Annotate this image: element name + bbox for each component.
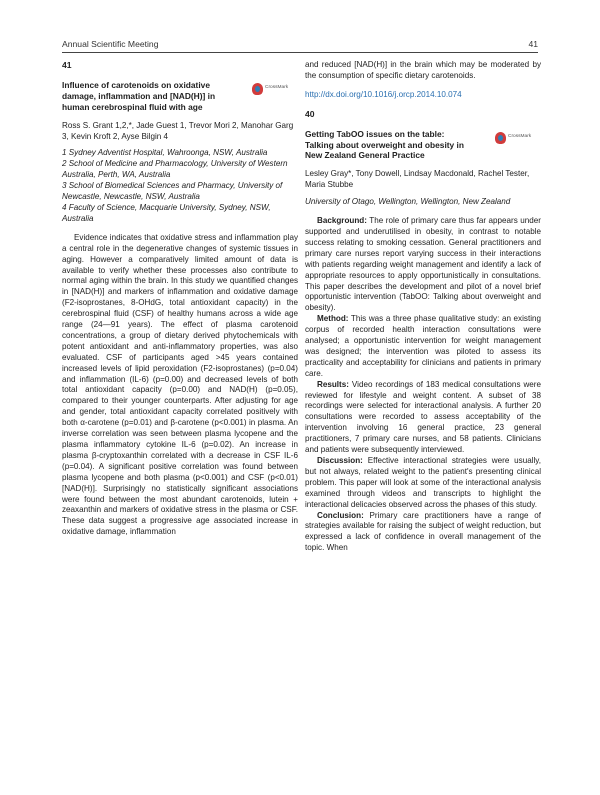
- section-label: Conclusion:: [317, 510, 364, 520]
- crossmark-icon: [495, 132, 506, 144]
- abstract-41-authors: Ross S. Grant 1,2,*, Jade Guest 1, Trevor Mori 2, Manohar Garg 3, Kevin Kroft 2, Ayse Bilgin 4: [62, 120, 294, 141]
- abstract-41-continued: [305, 60, 541, 82]
- left-column: [62, 60, 298, 538]
- crossmark-label: CrossMark: [265, 85, 289, 91]
- affiliation: 3 School of Biomedical Sciences and Pharmacy, University of Newcastle, Newcastle, NSW, Australia: [62, 181, 283, 202]
- section-text: This was a three phase qualitative study: an existing corpus of recorded health interaction consultations were analysed; a opportunistic intervention for weight management was designed; the intervention was piloted to assess its practicality and acceptability for clinicians and patients in primary care.: [305, 314, 541, 378]
- crossmark-badge[interactable]: [495, 131, 535, 145]
- abstract-40-number: 40: [305, 108, 315, 119]
- abstract-41-body: [62, 233, 298, 538]
- section-paragraph: [305, 380, 541, 456]
- section-label: Results:: [317, 379, 349, 389]
- abstract-40-affiliation: [305, 197, 541, 208]
- right-column: [305, 60, 541, 554]
- section-paragraph: [305, 216, 541, 314]
- affiliation: 4 Faculty of Science, Macquarie University, Sydney, NSW, Australia: [62, 202, 271, 223]
- section-paragraph: [305, 314, 541, 379]
- section-paragraph: [305, 511, 541, 555]
- crossmark-badge[interactable]: [252, 82, 292, 96]
- crossmark-icon: [252, 83, 263, 95]
- journal-title: Annual Scientific Meeting: [62, 39, 159, 49]
- affiliation: 1 Sydney Adventist Hospital, Wahroonga, NSW, Australia: [62, 148, 268, 158]
- abstract-41-title: Influence of carotenoids on oxidative damage, inflammation and [NAD(H)] in human cerebrospinal fluid with age: [62, 79, 216, 112]
- body-continued: and reduced [NAD(H)] in the brain which may be moderated by the consumption of specific dietary carotenoids.: [305, 60, 541, 80]
- doi-link[interactable]: http://dx.doi.org/10.1016/j.orcp.2014.10.074: [305, 89, 462, 99]
- section-label: Discussion:: [317, 456, 363, 465]
- section-text: Effective interactional strategies were usually, but not always, related weight to the patient's presenting clinical problem. This paper will look at some of the interactional analysis examined through videos and transcripts to highlight the interactional delicacies observed across the phases of this study.: [305, 456, 541, 509]
- section-label: Method:: [317, 314, 349, 324]
- running-header: [62, 39, 538, 53]
- abstract-40-authors: Lesley Gray*, Tony Dowell, Lindsay Macdonald, Rachel Tester, Maria Stubbe: [305, 169, 530, 190]
- crossmark-label: CrossMark: [508, 134, 532, 140]
- section-paragraph: [305, 456, 541, 511]
- body-paragraph: Evidence indicates that oxidative stress and inflammation play a central role in the degenerative changes of systemic tissues in aging. However a comparatively limited amount of data is available to verify whether these processes also contribute to normal aging within the brain. In this study we quantified changes in [NAD(H)] and markers of inflammation and oxidative damage (F2-isoprostanes, 8-OHdG, total antioxidant capacity) in the cerebrospinal fluid (CSF) of healthy humans across a wide age range (24—91 years). The effect of plasma carotenoid concentrations, a group of dietary derived phytochemicals with potent antioxidant and anti-inflammatory properties, was also evaluated. CSF of participants aged >45 years contained increased levels of lipid peroxidation (F2-isoprostanes) (p=0.04) and inflammation (IL-6) (p=0.00) and decreased levels of both total antioxidant capacity (p=0.00) and NAD(H) (p=0.05), compared to their younger counterparts. After adjusting for age and gender, total antioxidant capacity correlated positively with both α-carotene (p=0.01) and β-carotene (p<0.001) in plasma. An inverse correlation was seen between plasma lycopene and the plasma inflammatory cytokine IL-6 (p=0.02). An increase in plasma β-cryptoxanthin correlated with a decrease in CSF IL-6 (p=0.04). A significant positive correlation was found between plasma lycopene and both plasma (p<0.001) and CSF (p<0.01) [NAD(H)]. Surprisingly no statistically significant associations were found between the most abundant carotenoids, lutein + zeaxanthin and markers of oxidative stress in the plasma or CSF. These data suggest a progressive age associated increase in oxidative damage, inflammation: [62, 232, 298, 537]
- affiliation: 2 School of Medicine and Pharmacology, University of Western Australia, Perth, WA, Australia: [62, 159, 288, 180]
- header-rule: [62, 52, 538, 53]
- abstract-40-body: [305, 216, 541, 554]
- affiliation: University of Otago, Wellington, Wellington, New Zealand: [305, 197, 511, 207]
- page-number: 41: [528, 39, 538, 49]
- section-text: Primary care practitioners have a range of strategies available for raising the subject of weight reduction, but expressed a lack of confidence in overall management of the topic. When: [305, 510, 541, 553]
- abstract-41-affiliations: [62, 148, 298, 224]
- section-label: Background:: [317, 216, 367, 226]
- section-text: The role of primary care thus far appears under supported and underutilised in obesity, in contrast to notable success relating to smoking cessation. General practitioners and primary care nurses report varying success in their interactions with patients regarding weight management and identify a lack of appropriate resources to apply opportunistically in consultations. This paper describes the development and pilot of a novel brief opportunistic intervention (TabOO: Talking about overweight and obesity).: [305, 216, 541, 313]
- abstract-41-number: 41: [62, 60, 72, 70]
- section-text: Video recordings of 183 medical consultations were reviewed for lifestyle and weight content. A subset of 38 recordings were selected for interactional analysis. A further 20 consultations were recorded to assess acceptability of the intervention involving 16 general practice, 23 general practitioners, 7 primary care nurses, and 58 patients. Clinicians and patients were subsequently interviewed.: [305, 379, 541, 455]
- abstract-40-title: Getting TabOO issues on the table: Talking about overweight and obesity in New Zealand General Practice: [305, 128, 464, 161]
